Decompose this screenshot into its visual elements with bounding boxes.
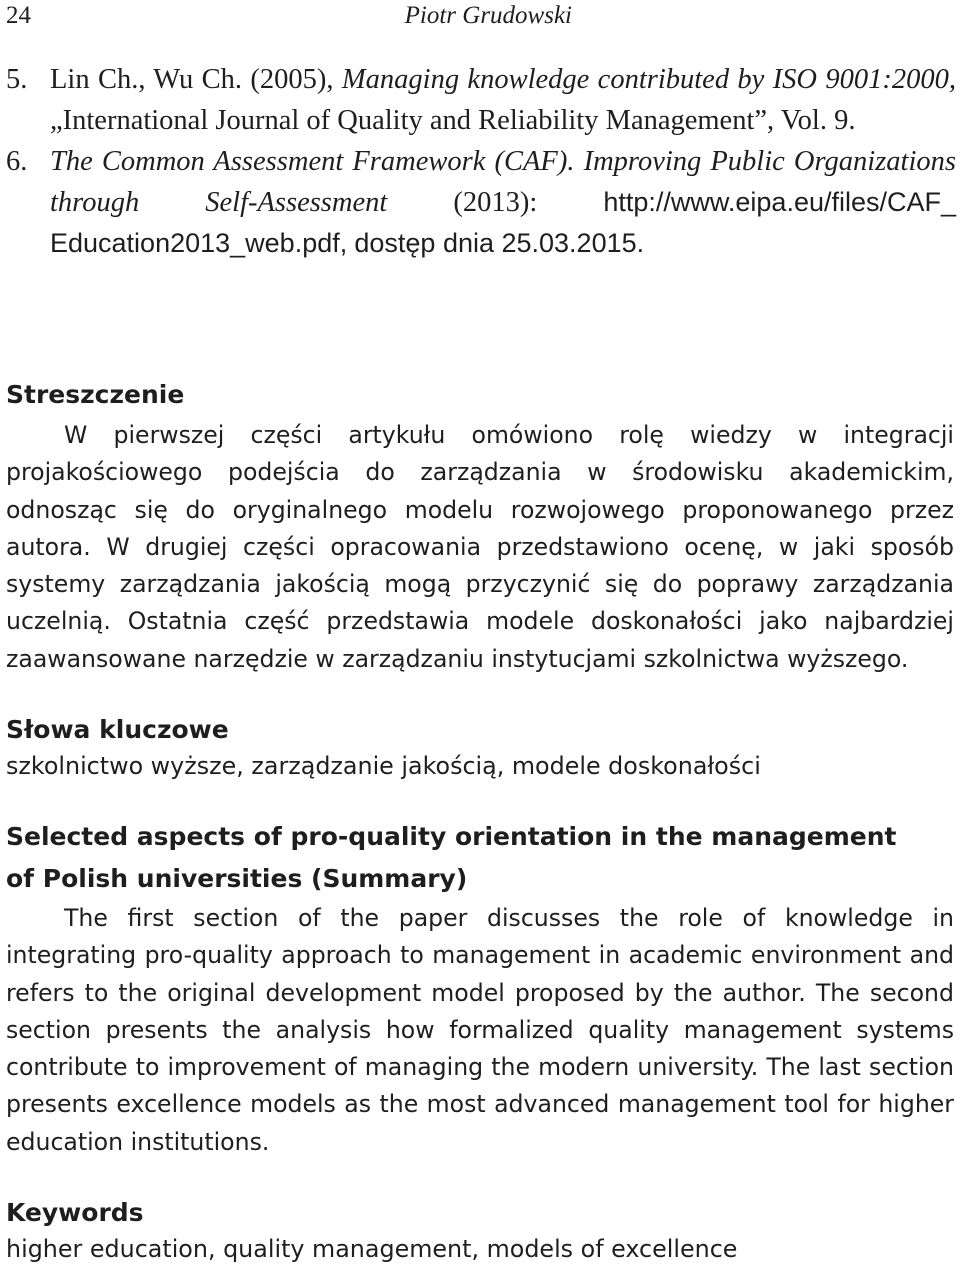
reference-title: Managing knowledge contributed by ISO 9001:2000, [341, 64, 956, 95]
running-head-author: Piotr Grudowski [404, 2, 572, 29]
summary-body [6, 900, 954, 1161]
summary-text: The first section of the paper discusses the role of knowledge in integrating pro-quality approach to management in academic environment and refers to the original development model proposed by the author. The second section presents the analysis how formalized quality management systems contribute to improvement of managing the modern university. The last section presents excellence models as the most advanced management tool for higher education institutions. [6, 904, 954, 1156]
reference-url[interactable]: http://www.eipa.eu/files/CAF_ Education2013_web.pdf, [50, 187, 957, 258]
reference-access-date: dostęp dnia 25.03.2015. [354, 228, 645, 258]
reference-year: (2013): [453, 187, 538, 218]
reference-authors: Lin Ch., Wu Ch. (2005), [50, 64, 334, 95]
summary-title-line-2: of Polish universities (Summary) [6, 864, 468, 893]
abstract-pl-body [6, 417, 954, 678]
page-header [6, 0, 572, 32]
keywords-pl-heading: Słowa kluczowe [6, 715, 229, 744]
reference-source: „International Journal of Quality and Reliability Management”, Vol. 9. [50, 105, 856, 136]
abstract-pl-heading: Streszczenie [6, 380, 185, 409]
keywords-pl-text: szkolnictwo wyższe, zarządzanie jakością, modele doskonałości [6, 752, 761, 780]
abstract-pl-text: W pierwszej części artykułu omówiono rolę wiedzy w integracji projakościowego podejścia do zarządzania w środowisku akademickim, odnosząc się do oryginalnego modelu rozwojowego proponowanego przez autora. W drugiej części opracowania przedstawiono ocenę, w jaki sposób systemy zarządzania jakością mogą przyczynić się do poprawy zarządzania uczelnią. Ostatnia część przedstawia modele doskonałości jako najbardziej zaawansowane narzędzie w zarządzaniu instytucjami szkolnictwa wyższego. [6, 421, 954, 673]
reference-list [6, 59, 956, 264]
keywords-en-heading: Keywords [6, 1198, 144, 1227]
reference-title: The Common Assessment Framework (CAF). Improving Public Organizations through Self-Assessment [50, 146, 956, 218]
summary-title-line-1: Selected aspects of pro-quality orientation in the management [6, 822, 897, 851]
reference-item [6, 141, 956, 264]
reference-number: 5. [6, 64, 28, 95]
page-number: 24 [6, 2, 31, 29]
keywords-en-text: higher education, quality management, models of excellence [6, 1235, 738, 1263]
reference-item [6, 59, 956, 141]
reference-number: 6. [6, 146, 28, 177]
